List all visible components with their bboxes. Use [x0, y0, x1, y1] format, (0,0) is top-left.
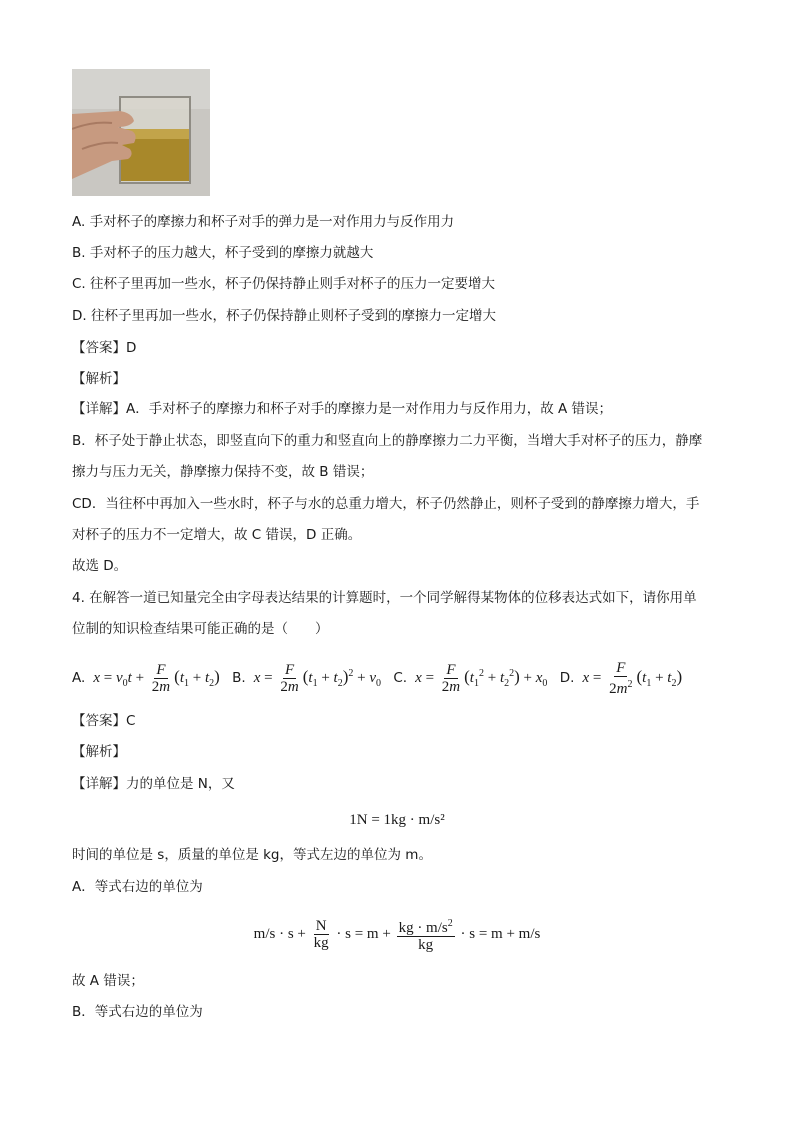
- detail-text: A．手对杯子的摩擦力和杯子对手的摩擦力是一对作用力与反作用力，故 A 错误；: [126, 401, 613, 417]
- q3-detail-2: B．杯子处于静止状态，即竖直向下的重力和竖直向上的静摩擦力二力平衡，当增大手对杯子的压力，静摩: [72, 433, 703, 449]
- answer-tag: 【答案】: [72, 340, 126, 356]
- option-d: D. 往杯子里再加一些水，杯子仍保持静止则杯子受到的摩擦力一定增大: [72, 308, 496, 324]
- q4-option-c-formula: x = $\frac{F}{2m}$ $(t_1^2 + t_2^2) + x_0$: [415, 662, 548, 696]
- answer-value: C: [126, 713, 136, 729]
- answer-tag: 【答案】: [72, 713, 126, 729]
- q4-detail-4: 故 A 错误；: [72, 973, 144, 989]
- detail-tag: 【详解】: [72, 776, 126, 792]
- q3-analysis-tag: 【解析】: [72, 371, 126, 387]
- q4-option-a-formula: $x = v_0t$ + $\frac{F}{2m}$ $(t_1 + t_2)$: [93, 662, 220, 696]
- q4-option-d-label: D.: [559, 670, 575, 686]
- cup-photo: [72, 69, 210, 196]
- q3-detail-1: [72, 399, 612, 419]
- q4-detail-2: 时间的单位是 s，质量的单位是 kg，等式左边的单位为 m。: [72, 847, 432, 863]
- answer-value: D: [126, 340, 137, 356]
- detail-text: 力的单位是 N，又: [126, 776, 235, 792]
- option-c: C. 往杯子里再加一些水，杯子仍保持静止则手对杯子的压力一定要增大: [72, 276, 496, 292]
- q4-detail-5: B．等式右边的单位为: [72, 1004, 203, 1020]
- q4-option-b-label: B.: [232, 670, 246, 686]
- q3-detail-5: 对杯子的压力不一定增大，故 C 错误，D 正确。: [72, 527, 362, 543]
- q4-option-b-formula: x = $\frac{F}{2m}$ $(t_1 + t_2)^2 + v_0$: [253, 662, 382, 696]
- q3-answer: [72, 338, 136, 358]
- detail-tag: 【详解】: [72, 401, 126, 417]
- q4-option-d-formula: x = $\frac{F}{2m^2}$ $(t_1 + t_2)$: [582, 660, 683, 698]
- q4-stem-1: 4. 在解答一道已知量完全由字母表达结果的计算题时，一个同学解得某物体的位移表达式如下，请你用单: [72, 590, 697, 606]
- unit-derivation-formula: m/s · s + $\frac{N}{kg}$ · s = m + $\frac{kg \cdot m/s^2}{kg}$ · s = m + m/s: [253, 918, 541, 954]
- unit-formula: 1N = 1kg · m/s²: [349, 812, 445, 828]
- q4-stem-2: 位制的知识检查结果可能正确的是（ ）: [72, 621, 329, 637]
- q4-detail-3: A．等式右边的单位为: [72, 879, 203, 895]
- q4-options: [72, 654, 682, 704]
- q3-detail-4: CD．当往杯中再加入一些水时，杯子与水的总重力增大，杯子仍然静止，则杯子受到的静摩擦力增大，手: [72, 496, 700, 512]
- option-a: A. 手对杯子的摩擦力和杯子对手的弹力是一对作用力与反作用力: [72, 214, 455, 230]
- q4-option-c-label: C.: [393, 670, 408, 686]
- q3-conclusion: 故选 D。: [72, 558, 128, 574]
- q3-detail-3: 擦力与压力无关，静摩擦力保持不变，故 B 错误；: [72, 464, 374, 480]
- q4-analysis-tag: 【解析】: [72, 744, 126, 760]
- option-b: B. 手对杯子的压力越大，杯子受到的摩擦力就越大: [72, 245, 374, 261]
- q4-answer: [72, 711, 135, 731]
- q4-detail-1: [72, 774, 235, 794]
- q4-option-a-label: A.: [72, 670, 86, 686]
